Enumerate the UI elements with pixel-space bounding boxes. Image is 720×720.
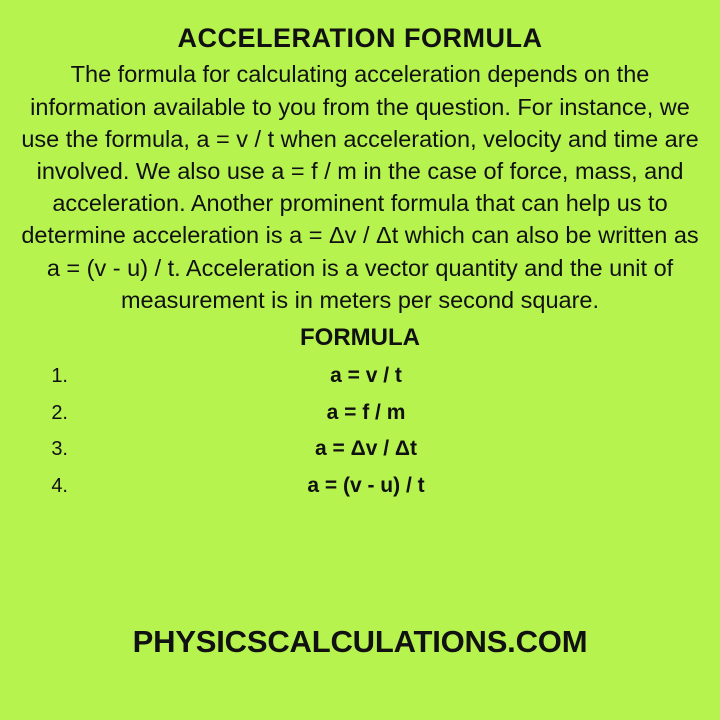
formula-number: 3.: [51, 438, 68, 461]
formula-equation: a = f / m: [326, 400, 406, 424]
list-item: [8, 431, 712, 468]
list-item: [8, 468, 712, 505]
list-item: [8, 358, 712, 395]
body-paragraph: The formula for calculating acceleration depends on the information available to you from the question. For instance, we use the formula, a = v / t when acceleration, velocity and time are involved. We also use a = f / m in the case of force, mass, and acceleration. Another prominent formula that can help us to determine acceleration is a = Δv / Δt which can also be written as a = (v - u) / t. Acceleration is a vector quantity and the unit of measurement is in meters per second square.: [21, 61, 699, 313]
formula-equation: a = (v - u) / t: [307, 474, 425, 498]
formula-equation: a = v / t: [330, 363, 402, 387]
page-title: ACCELERATION FORMULA: [177, 23, 543, 53]
site-watermark: PHYSICSCALCULATIONS.COM: [132, 624, 588, 659]
formula-section-heading: FORMULA: [300, 323, 420, 351]
spacer: [8, 505, 712, 624]
list-item: [8, 395, 712, 432]
formula-equation: a = Δv / Δt: [315, 437, 417, 461]
formula-number: 1.: [51, 364, 68, 387]
formula-number: 4.: [51, 475, 68, 498]
formula-list: [8, 358, 712, 505]
formula-number: 2.: [51, 401, 68, 424]
